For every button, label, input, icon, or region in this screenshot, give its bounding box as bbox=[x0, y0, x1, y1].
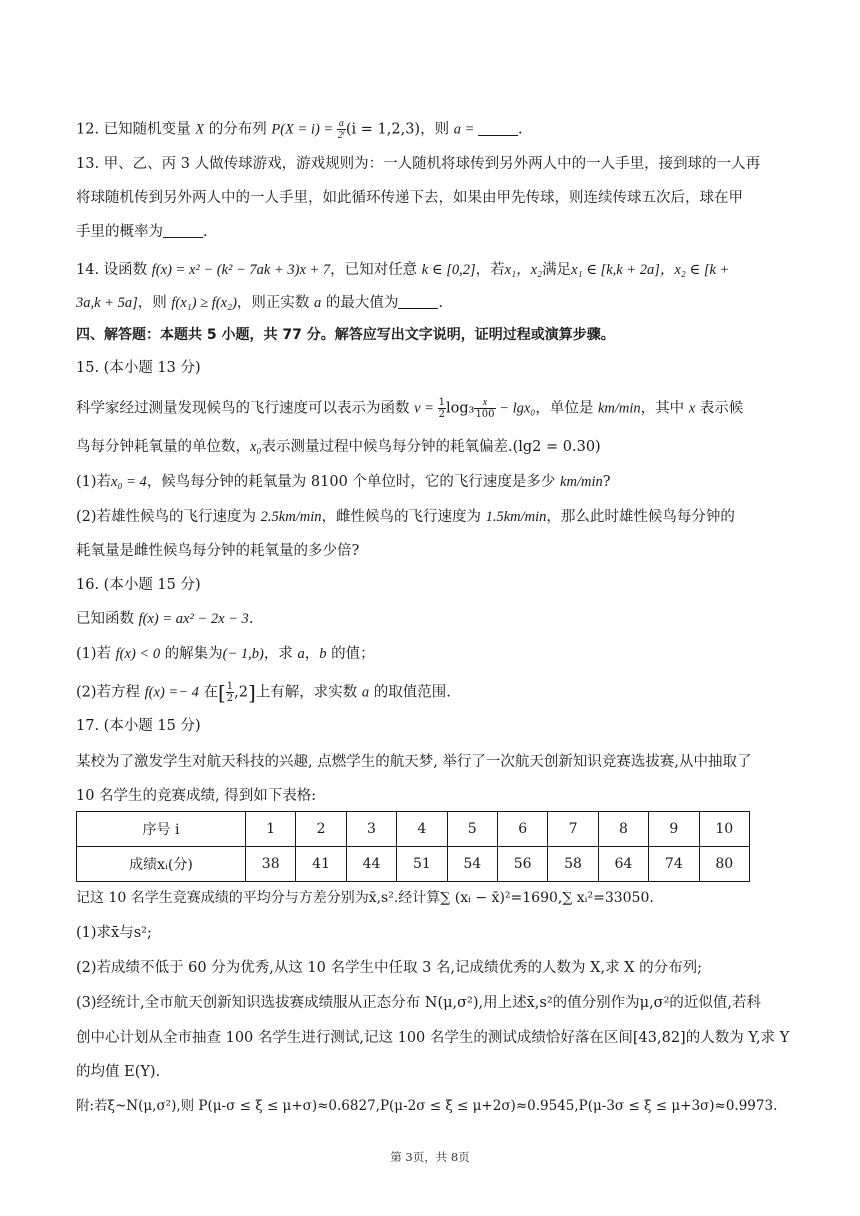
table-cell: 51 bbox=[397, 847, 447, 882]
question-17-part3-line2: 创中心计划从全市抽查 100 名学生进行测试,记这 100 名学生的测试成绩恰好落在区间[43,82]的人数为 Y,求 Y bbox=[76, 1030, 790, 1046]
question-17-intro1: 某校为了激发学生对航天科技的兴趣, 点燃学生的航天梦, 举行了一次航天创新知识竞赛选拔赛,从中抽取了 bbox=[76, 754, 752, 770]
table-cell: 54 bbox=[447, 847, 497, 882]
question-15-line1: 科学家经过测量发现候鸟的飞行速度可以表示为函数 v = $\frac{1}{2}$ log₃ $\frac{x}{100}$ − lgx₀，单位是 km/min，其中 x 表示候 bbox=[76, 397, 744, 420]
q16-interval-fraction: $\frac{1}{2}$ bbox=[226, 681, 234, 704]
table-cell: 64 bbox=[598, 847, 648, 882]
question-14-line1: 14. 设函数 f(x) = x² − (k² − 7ak + 3)x + 7，已知对任意 k ∈ [0,2]，若x₁，x₂满足x₁ ∈ [k,k + 2a]，x₂ ∈ [k + bbox=[76, 262, 730, 278]
table-cell: 3 bbox=[346, 812, 396, 847]
question-12: 12. 已知随机变量 X 的分布列 P(X = i) = $\frac{a}{\text{2ⁱ}}$ (i = 1,2,3)，则 a = . bbox=[76, 118, 523, 141]
q13-answer-blank[interactable] bbox=[163, 223, 203, 238]
question-16-line1: 已知函数 f(x) = ax² − 2x − 3. bbox=[76, 611, 254, 627]
table-header-index: 序号 i bbox=[77, 812, 246, 847]
question-13-line3: 手里的概率为 . bbox=[76, 224, 208, 240]
table-cell: 2 bbox=[296, 812, 346, 847]
table-cell: 80 bbox=[699, 847, 749, 882]
table-cell: 56 bbox=[497, 847, 547, 882]
question-17-part3-line1: (3)经统计,全市航天创新知识选拔赛成绩服从正态分布 N(μ,σ²),用上述x̄,s²的值分别作为μ,σ²的近似值,若科 bbox=[76, 995, 762, 1011]
question-17-title: 17. (本小题 15 分) bbox=[76, 718, 201, 734]
table-cell: 74 bbox=[649, 847, 699, 882]
question-17-part1: (1)求x̄与s²; bbox=[76, 925, 152, 941]
q12-intro: 12. 已知随机变量 bbox=[76, 121, 196, 138]
q12-mid: 的分布列 bbox=[204, 121, 272, 138]
table-cell: 41 bbox=[296, 847, 346, 882]
question-16-title: 16. (本小题 15 分) bbox=[76, 577, 201, 593]
page-footer: 第 3页，共 8页 bbox=[390, 1150, 470, 1164]
table-cell: 5 bbox=[447, 812, 497, 847]
q12-fraction: $\frac{a}{\text{2ⁱ}}$ bbox=[337, 118, 345, 141]
table-cell: 58 bbox=[548, 847, 598, 882]
table-cell: 44 bbox=[346, 847, 396, 882]
question-17-part2: (2)若成绩不低于 60 分为优秀,从这 10 名学生中任取 3 名,记成绩优秀的人数为 X,求 X 的分布列; bbox=[76, 960, 703, 976]
question-13-line1: 13. 甲、乙、丙 3 人做传球游戏，游戏规则为：一人随机将球传到另外两人中的一人手里，接到球的一人再 bbox=[76, 156, 761, 172]
table-cell: 1 bbox=[246, 812, 296, 847]
table-header-score: 成绩xᵢ(分) bbox=[77, 847, 246, 882]
question-15-part2-line2: 耗氧量是雌性候鸟每分钟的耗氧量的多少倍? bbox=[76, 543, 360, 559]
table-cell: 6 bbox=[497, 812, 547, 847]
q14-answer-blank[interactable] bbox=[398, 294, 438, 309]
table-cell: 8 bbox=[598, 812, 648, 847]
q12-answer-blank[interactable] bbox=[478, 121, 518, 136]
q15-x-fraction: $\frac{x}{100}$ bbox=[475, 397, 495, 420]
question-17-after-table: 记这 10 名学生竞赛成绩的平均分与方差分别为x̄,s².经计算∑ (xᵢ − x̄)²=1690,∑ xᵢ²=33050. bbox=[76, 890, 654, 906]
question-15-part2: (2)若雄性候鸟的飞行速度为 2.5km/min，雌性候鸟的飞行速度为 1.5km/min，那么此时雄性候鸟每分钟的 bbox=[76, 509, 735, 525]
scores-table bbox=[76, 811, 750, 882]
section-4-heading: 四、解答题：本题共 5 小题，共 77 分。解答应写出文字说明，证明过程或演算步骤。 bbox=[76, 327, 615, 343]
question-17-part3-line3: 的均值 E(Y). bbox=[76, 1064, 161, 1080]
q12-ask: a = bbox=[453, 121, 478, 138]
table-cell: 10 bbox=[699, 812, 749, 847]
question-16-part2: (2)若方程 f(x) =− 4 在[ $\frac{1}{2}$ ,2]上有解，求实数 a 的取值范围. bbox=[76, 680, 451, 705]
question-15-part1: (1)若x₀ = 4，候鸟每分钟的耗氧量为 8100 个单位时，它的飞行速度是多少 km/min? bbox=[76, 474, 611, 490]
table-cell: 7 bbox=[548, 812, 598, 847]
table-cell: 38 bbox=[246, 847, 296, 882]
q12-condition: (i = 1,2,3)，则 bbox=[345, 121, 454, 138]
question-17-intro2: 10 名学生的竞赛成绩, 得到如下表格: bbox=[76, 788, 317, 804]
q12-formula: P(X = i) = bbox=[271, 121, 337, 138]
q15-half-fraction: $\frac{1}{2}$ bbox=[438, 397, 445, 420]
question-17-note: 附:若ξ~N(μ,σ²),则 P(μ-σ ≤ ξ ≤ μ+σ)≈0.6827,P(μ-2σ ≤ ξ ≤ μ+2σ)≈0.9545,P(μ-3σ ≤ ξ ≤ μ+3σ)≈0.9973. bbox=[76, 1098, 778, 1114]
table-cell: 9 bbox=[649, 812, 699, 847]
question-16-part1: (1)若 f(x) < 0 的解集为(− 1,b)，求 a，b 的值； bbox=[76, 646, 375, 662]
question-15-title: 15. (本小题 13 分) bbox=[76, 360, 201, 376]
table-row-index bbox=[77, 812, 750, 847]
question-14-line2: 3a,k + 5a]，则 f(x₁) ≥ f(x₂)，则正实数 a 的最大值为 . bbox=[76, 295, 443, 311]
q12-var: X bbox=[195, 121, 205, 138]
question-15-line2: 鸟每分钟耗氧量的单位数，x₀表示测量过程中候鸟每分钟的耗氧偏差.(lg2 = 0.30) bbox=[76, 439, 601, 455]
table-row-scores bbox=[77, 847, 750, 882]
question-13-line2: 将球随机传到另外两人中的一人手里，如此循环传递下去，如果由甲先传球，则连续传球五次后，球在甲 bbox=[76, 190, 743, 206]
table-cell: 4 bbox=[397, 812, 447, 847]
